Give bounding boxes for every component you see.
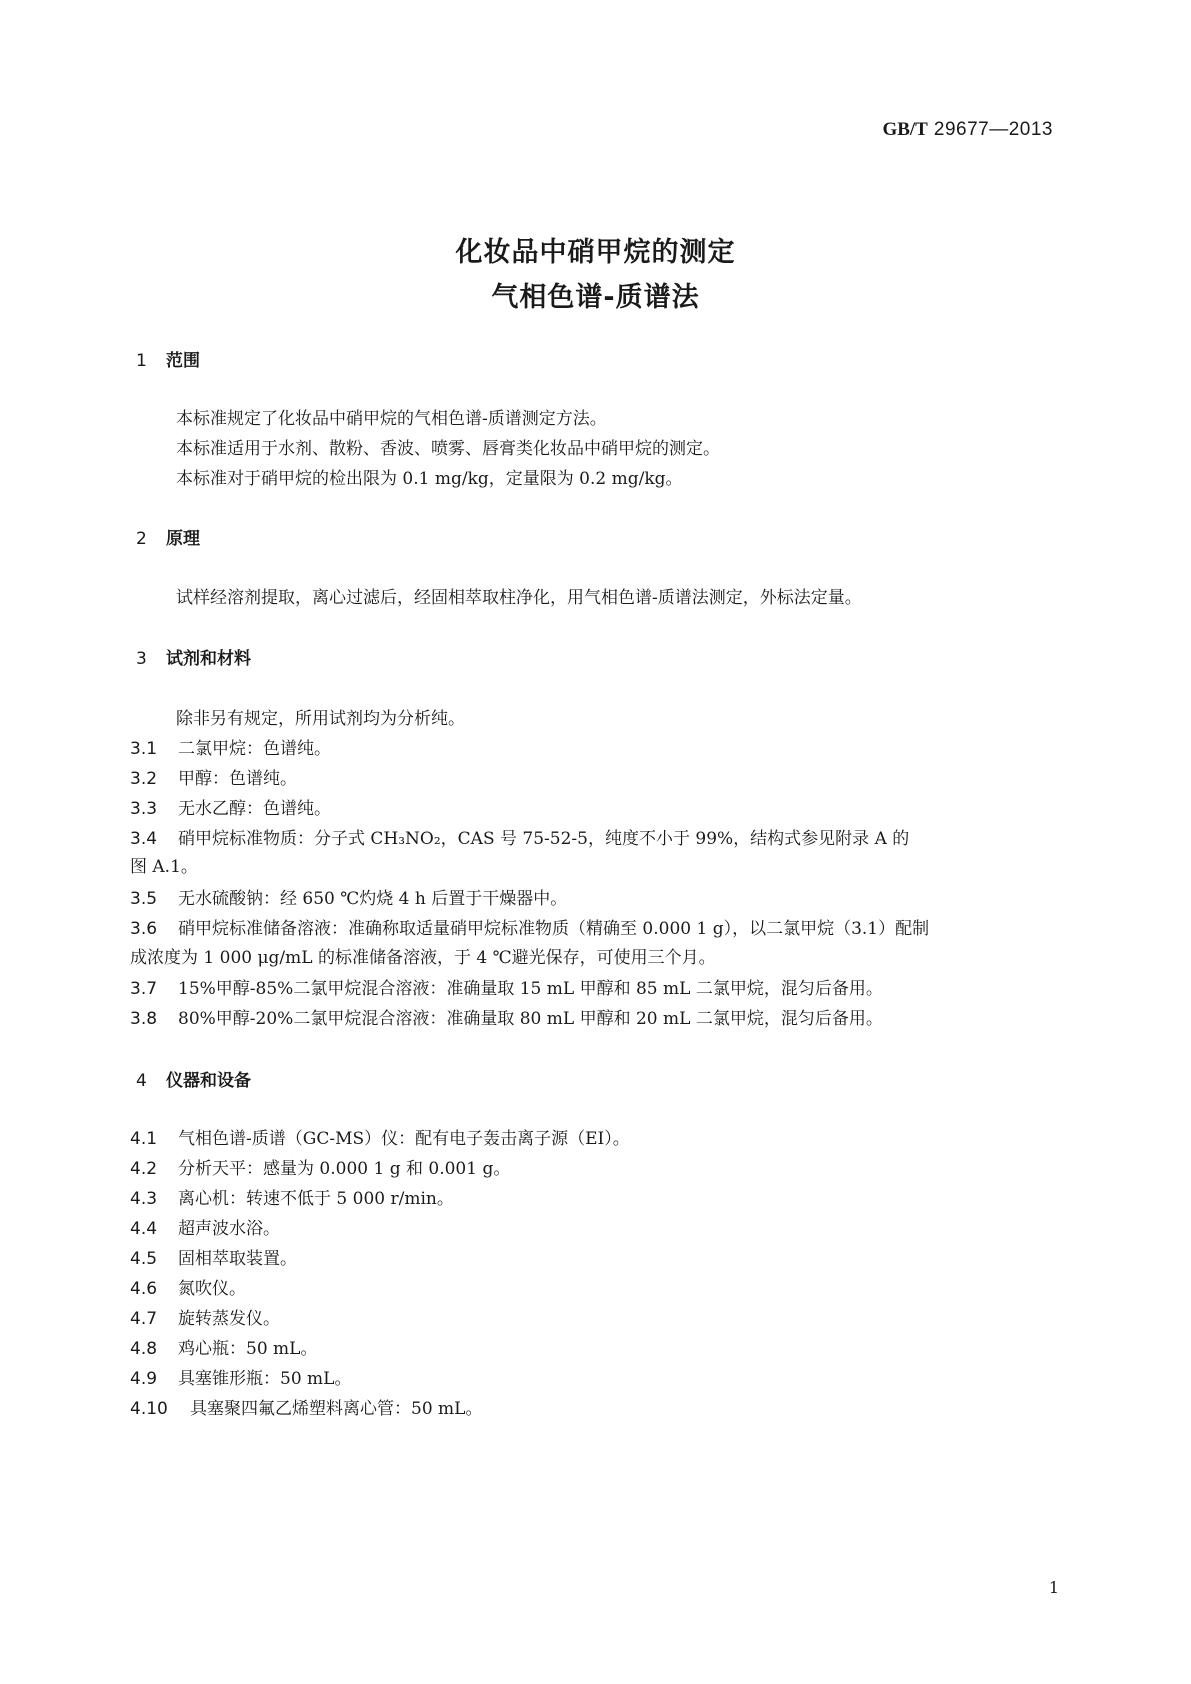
- item-number: 3.8: [130, 1009, 158, 1029]
- item-number: 3.3: [130, 799, 158, 819]
- section-title: 范围: [166, 351, 200, 371]
- item-text: 分析天平：感量为 0.000 1 g 和 0.001 g。: [178, 1159, 511, 1179]
- section-title: 原理: [166, 529, 200, 549]
- list-item: [130, 1304, 280, 1329]
- list-item: [130, 884, 567, 909]
- principle-paragraph: 试样经溶剂提取，离心过滤后，经固相萃取柱净化，用气相色谱-质谱法测定，外标法定量。: [176, 588, 862, 608]
- item-number: 4.6: [130, 1279, 158, 1299]
- list-item: [130, 1394, 482, 1419]
- list-item: [130, 734, 331, 759]
- standard-code: GB/T: [882, 119, 928, 140]
- list-item: [130, 1214, 280, 1239]
- reagents-intro: 除非另有规定，所用试剂均为分析纯。: [176, 709, 465, 729]
- scope-paragraph: 本标准适用于水剂、散粉、香波、喷雾、唇膏类化妆品中硝甲烷的测定。: [176, 439, 720, 459]
- item-number: 3.4: [130, 829, 158, 849]
- item-text: 旋转蒸发仪。: [178, 1309, 280, 1329]
- item-text: 鸡心瓶：50 mL。: [178, 1339, 318, 1359]
- item-number: 4.7: [130, 1309, 158, 1329]
- item-number: 3.7: [130, 979, 158, 999]
- list-item: [130, 974, 883, 999]
- section-number: 4: [136, 1071, 147, 1091]
- item-number: 4.4: [130, 1219, 158, 1239]
- item-text: 无水乙醇：色谱纯。: [178, 799, 331, 819]
- item-number: 4.10: [130, 1399, 168, 1419]
- list-item: [130, 764, 297, 789]
- item-text: 无水硫酸钠：经 650 ℃灼烧 4 h 后置于干燥器中。: [178, 889, 568, 909]
- item-number: 4.1: [130, 1129, 158, 1149]
- section-title: 试剂和材料: [166, 649, 251, 669]
- item-number: 3.6: [130, 919, 158, 939]
- item-number: 4.5: [130, 1249, 158, 1269]
- list-item: [130, 1274, 246, 1299]
- item-text: 具塞锥形瓶：50 mL。: [178, 1369, 352, 1389]
- item-text: 硝甲烷标准储备溶液：准确称取适量硝甲烷标准物质（精确至 0.000 1 g），以二氯甲烷（3.1）配制: [178, 919, 930, 939]
- section-number: 3: [136, 649, 147, 669]
- item-text: 超声波水浴。: [178, 1219, 280, 1239]
- list-item: [130, 1334, 317, 1359]
- list-item: [130, 794, 331, 819]
- list-item: [130, 1004, 883, 1029]
- item-number: 3.5: [130, 889, 158, 909]
- scope-paragraph: 本标准规定了化妆品中硝甲烷的气相色谱-质谱测定方法。: [176, 409, 607, 429]
- item-text: 气相色谱-质谱（GC-MS）仪：配有电子轰击离子源（EI）。: [178, 1129, 630, 1149]
- list-item: [130, 914, 929, 939]
- item-text: 氮吹仪。: [178, 1279, 246, 1299]
- item-text: 具塞聚四氟乙烯塑料离心管：50 mL。: [190, 1399, 483, 1419]
- item-text: 固相萃取装置。: [178, 1249, 297, 1269]
- item-text: 离心机：转速不低于 5 000 r/min。: [178, 1189, 454, 1209]
- section-heading-scope: [136, 346, 200, 371]
- standard-number: 29677—2013: [933, 119, 1053, 140]
- item-number: 4.9: [130, 1369, 158, 1389]
- list-item: [130, 1154, 510, 1179]
- item-number: 4.2: [130, 1159, 158, 1179]
- section-heading-principle: [136, 524, 200, 549]
- section-number: 2: [136, 529, 147, 549]
- list-item: [130, 824, 909, 849]
- item-text: 80%甲醇-20%二氯甲烷混合溶液：准确量取 80 mL 甲醇和 20 mL 二氯甲烷，混匀后备用。: [178, 1009, 883, 1029]
- section-heading-apparatus: [136, 1066, 251, 1091]
- item-continuation: 图 A.1。: [130, 857, 198, 877]
- section-heading-reagents: [136, 644, 251, 669]
- document-title: 化妆品中硝甲烷的测定: [455, 237, 736, 268]
- list-item: [130, 1364, 351, 1389]
- item-continuation: 成浓度为 1 000 μg/mL 的标准储备溶液，于 4 ℃避光保存，可使用三个月。: [130, 948, 716, 968]
- section-number: 1: [136, 351, 147, 371]
- scope-paragraph: 本标准对于硝甲烷的检出限为 0.1 mg/kg，定量限为 0.2 mg/kg。: [176, 469, 683, 489]
- item-text: 15%甲醇-85%二氯甲烷混合溶液：准确量取 15 mL 甲醇和 85 mL 二氯甲烷，混匀后备用。: [178, 979, 883, 999]
- list-item: [130, 1184, 454, 1209]
- item-text: 二氯甲烷：色谱纯。: [178, 739, 331, 759]
- list-item: [130, 1124, 630, 1149]
- item-text: 硝甲烷标准物质：分子式 CH₃NO₂，CAS 号 75-52-5，纯度不小于 99%，结构式参见附录 A 的: [178, 829, 910, 849]
- standard-header: [882, 118, 1053, 141]
- item-number: 3.1: [130, 739, 158, 759]
- item-number: 4.8: [130, 1339, 158, 1359]
- item-text: 甲醇：色谱纯。: [178, 769, 297, 789]
- section-title: 仪器和设备: [166, 1071, 251, 1091]
- item-number: 3.2: [130, 769, 158, 789]
- document-subtitle: 气相色谱-质谱法: [491, 282, 700, 313]
- list-item: [130, 1244, 297, 1269]
- page-number: 1: [1048, 1578, 1059, 1597]
- item-number: 4.3: [130, 1189, 158, 1209]
